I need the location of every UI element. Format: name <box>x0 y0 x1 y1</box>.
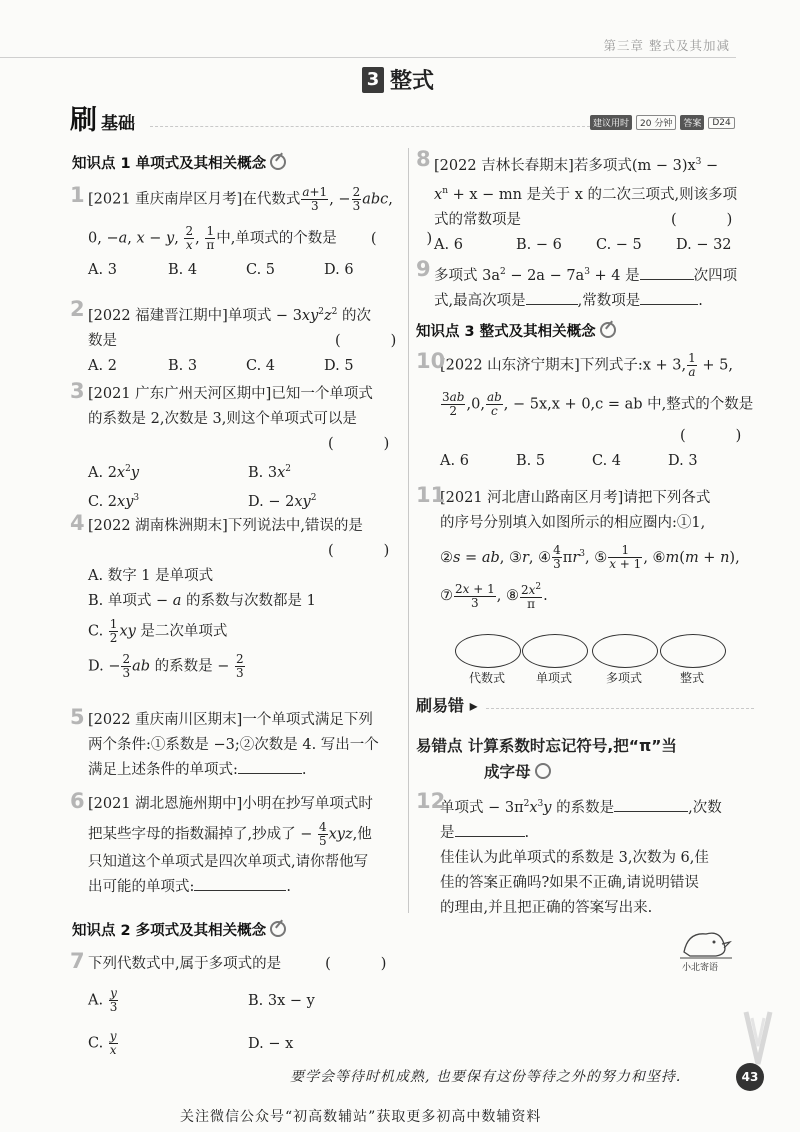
question-3: 3 [2021 广东广州天河区期中]已知一个单项式 的系数是 2,次数是 3,则这个单项式可以是 ( ) A. $2x^2y$ B. $3x^2$ C. $2xy^3$ D. − $2xy^2$ <box>70 379 390 510</box>
question-number: 5 <box>70 705 85 729</box>
bottom-note: 关注微信公众号“初高数辅站”获取更多初高中数辅资料 <box>180 1109 542 1125</box>
basic-label: 基础 <box>101 114 135 134</box>
mascot-caption: 小北寄语 <box>682 963 719 973</box>
question-number: 4 <box>70 511 85 535</box>
ellipse-polynomial <box>592 634 658 668</box>
ellipse-label: 多项式 <box>605 671 642 685</box>
question-number: 12 <box>416 789 446 813</box>
time-label: 建议用时 <box>590 115 632 130</box>
ellipse-label: 整式 <box>679 671 704 685</box>
ellipse-label: 代数式 <box>468 671 505 685</box>
question-6: 6 [2021 湖北恩施州期中]小明在抄写单项式时 把某些字母的指数漏掉了,抄成了 − $\frac{4}{5}$ xyz,他 只知道这个单项式是四次单项式,请你帮他写 出可能的单项式: . <box>70 789 373 895</box>
chapter-header: 第三章 整式及其加减 <box>603 38 730 53</box>
question-2: 2 [2022 福建晋江期中]单项式 − $3xy^2z^2$ 的次 数是 ( ) A. 2 B. 3 C. 4 D. 5 <box>70 297 397 374</box>
question-11: 11 [2021 河北唐山路南区月考]请把下列各式 的序号分别填入如图所示的相应圈内:①1, ②s = ab, ③r, ④ $\frac{4}{3}$ $\pi r^3$, ⑤ $\frac{1}{x + 1}$ , ⑥m(m + n), ⑦ $\frac{2x + 1}{3}$ , ⑧ $\frac{2x^2}{\pi}$ . <box>416 483 740 612</box>
error-point-line2: 成字母 <box>484 760 551 782</box>
heading-rule <box>150 126 590 127</box>
question-number: 3 <box>70 379 85 403</box>
brush-label: 刷 <box>70 105 97 136</box>
time-value: 20 分钟 <box>636 115 676 130</box>
ellipse-label: 单项式 <box>535 671 572 685</box>
page-number: 43 <box>736 1063 764 1091</box>
ellipse-integral-expression <box>660 634 726 668</box>
question-7: 7 下列代数式中,属于多项式的是 ( ) A. $\frac{y}{3}$ B. 3x − y C. $\frac{y}{x}$ D. − x <box>70 949 387 1057</box>
question-8: 8 [2022 吉林长春期末]若多项式$(m - 3)x^3$ − $x^n + x$ − mn 是关于 x 的二次三项式,则该多项 式的常数项是 ( ) A. 6 B. − 6 C. − 5 D. − 32 <box>416 147 738 253</box>
question-number: 11 <box>416 483 446 507</box>
question-number: 7 <box>70 949 85 973</box>
brush-basic-heading <box>70 105 135 136</box>
question-9: 9 多项式 $3a^2 - 2a - 7a^3 + 4$ 是 次四项 式,最高次项是 ,常数项是 . <box>416 257 738 309</box>
pencil-icon <box>270 921 286 937</box>
question-4: 4 [2022 湖南株洲期末]下列说法中,错误的是 ( ) A. 数字 1 是单项式 B. 单项式 − a 的系数与次数都是 1 C. $\frac{1}{2}$ xy 是二次单项式 D. − $\frac{2}{3}$ ab 的系数是 − $\frac{2}{3}$ <box>70 511 390 680</box>
question-5: 5 [2022 重庆南川区期末]一个单项式满足下列 两个条件:①系数是 −3;②次数是 4. 写出一个 满足上述条件的单项式: . <box>70 705 379 778</box>
section-title-text: 整式 <box>390 69 435 94</box>
question-1: 1 [2021 重庆南岸区月考]在代数式 $\frac{a+1}{3}$ , − $\frac{2}{3}$ abc, 0, −a, x − y, $\frac{2}{x}$ , $\frac{1}{\pi}$ 中,单项式的个数是 ( ) A. 3 B. 4 C. 5 D. 6 <box>70 183 433 278</box>
question-10: 10 [2022 山东济宁期末]下列式子:x + 3, $\frac{1}{a}$ + 5, $\frac{3ab}{2}$ ,0, $\frac{ab}{c}$ , − 5x,x + 0,c = ab 中,整式的个数是 ( ) A. 6 B. 5 C. 4 D. 3 <box>416 349 754 469</box>
section-title <box>362 64 434 95</box>
answer-label: 答案 <box>680 115 704 130</box>
question-number: 9 <box>416 257 431 281</box>
column-divider <box>408 148 409 913</box>
duck-mascot-icon <box>676 918 736 966</box>
question-number: 8 <box>416 147 431 171</box>
answer-page: D24 <box>708 117 734 129</box>
header-divider <box>0 57 736 58</box>
paper-clip-icon <box>738 1010 782 1068</box>
knowledge-point-1: 知识点 1 单项式及其相关概念 <box>72 152 286 173</box>
section-number: 3 <box>362 67 384 93</box>
question-number: 6 <box>70 789 85 813</box>
ellipse-monomial <box>522 634 588 668</box>
ellipse-algebraic-expression <box>455 634 521 668</box>
error-heading-rule <box>486 708 754 709</box>
pencil-icon <box>600 322 616 338</box>
question-number: 1 <box>70 183 85 207</box>
pencil-icon <box>270 154 286 170</box>
time-suggestion <box>590 115 735 130</box>
knowledge-point-2: 知识点 2 多项式及其相关概念 <box>72 919 286 940</box>
question-number: 2 <box>70 297 85 321</box>
knowledge-point-3: 知识点 3 整式及其相关概念 <box>416 320 616 341</box>
footer-quote: 要学会等待时机成熟, 也要保有这份等待之外的努力和坚持. <box>290 1069 682 1085</box>
question-12: 12 单项式 − $3\pi^2x^3y$ 的系数是 ,次数 是 . 佳佳认为此单项式的系数是 3,次数为 6,佳 佳的答案正确吗?如果不正确,请说明错误 的理由,并且把正确的答案写出来. <box>416 789 722 916</box>
error-point: 易错点 计算系数时忘记符号,把“π”当 <box>416 737 677 755</box>
error-prone-heading: 刷易错 ▸ <box>416 696 478 715</box>
question-number: 10 <box>416 349 446 373</box>
pencil-icon <box>535 763 551 779</box>
